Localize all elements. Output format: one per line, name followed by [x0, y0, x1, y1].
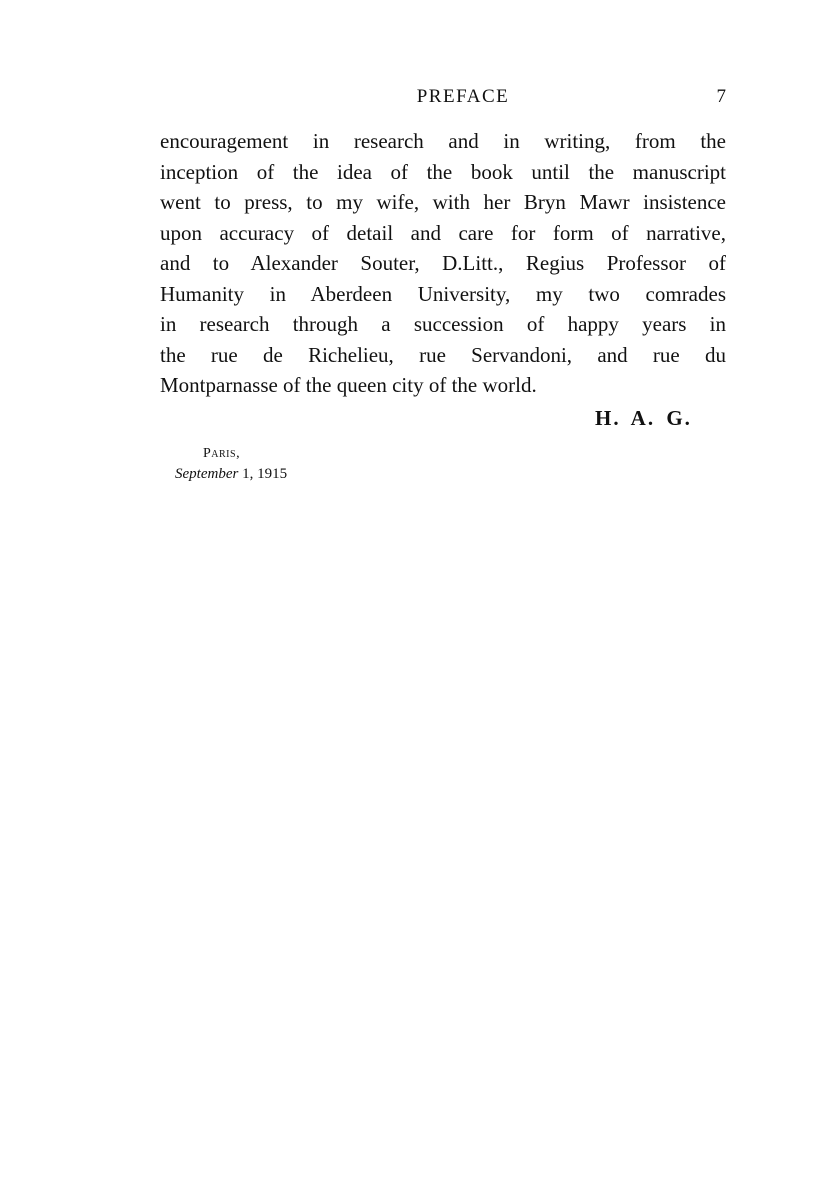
text-line: inception of the idea of the book until the manuscript	[160, 159, 726, 184]
dateline-place: Paris,	[203, 446, 241, 461]
running-title: PREFACE	[416, 86, 510, 107]
text-line: and to Alexander Souter, D.Litt., Regius Professor of	[160, 251, 726, 275]
text-line: Humanity in Aberdeen University, my two comrades	[160, 281, 726, 306]
dateline-month: September	[175, 466, 239, 482]
text-line: Montparnasse of the queen city of the world.	[160, 373, 537, 397]
dateline-date	[175, 466, 287, 483]
text-line: went to press, to my wife, with her Bryn Mawr insistence	[160, 190, 726, 214]
author-initials: H. A. G.	[595, 406, 692, 430]
dateline-day-year: 1, 1915	[242, 466, 288, 482]
page-number: 7	[716, 86, 726, 107]
text-line: the rue de Richelieu, rue Servandoni, and rue du	[160, 342, 726, 367]
running-head	[160, 86, 726, 112]
text-line: upon accuracy of detail and care for form of narrative,	[160, 220, 726, 245]
preface-paragraph	[160, 126, 726, 401]
text-line: in research through a succession of happy years in	[160, 312, 726, 336]
text-line: encouragement in research and in writing, from the	[160, 129, 726, 153]
